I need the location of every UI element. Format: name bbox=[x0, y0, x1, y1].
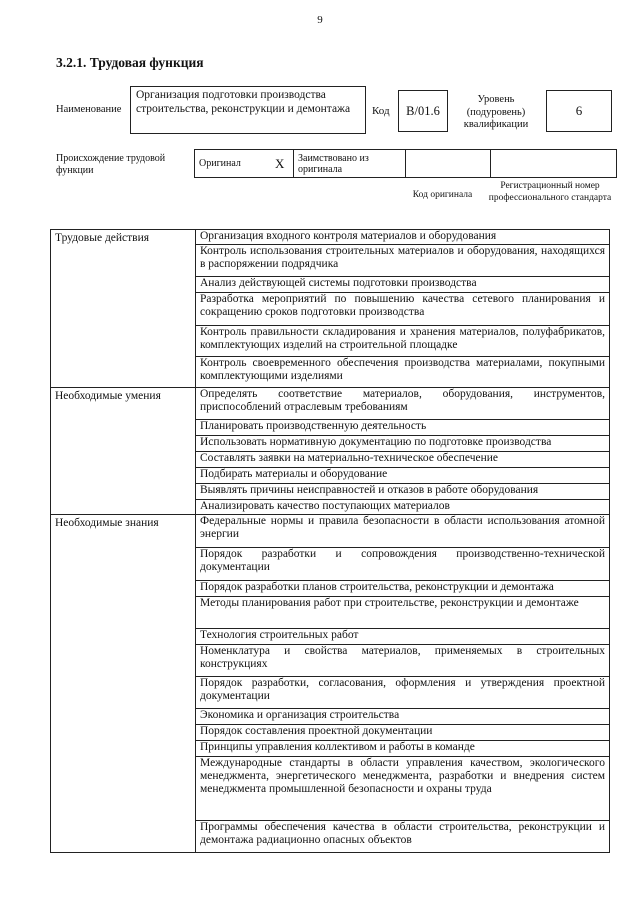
origin-label: Происхождение трудовой функции bbox=[56, 153, 166, 176]
section-item: Принципы управления коллективом и работы в команде bbox=[196, 741, 610, 757]
page-number: 9 bbox=[317, 14, 323, 26]
section-item: Порядок разработки и сопровождения производственно-технической документации bbox=[196, 548, 610, 581]
borrowed-label: Заимствовано из оригинала bbox=[294, 150, 406, 178]
section-item: Экономика и организация строительства bbox=[196, 709, 610, 725]
section-item: Программы обеспечения качества в области строительства, реконструкции и демонтажа радиационно опасных объектов bbox=[196, 821, 610, 853]
code-original-label: Код оригинала bbox=[412, 190, 473, 200]
section-item: Использовать нормативную документацию по подготовке производства bbox=[196, 436, 610, 452]
section-item: Контроль правильности складирования и хранения материалов, полуфабрикатов, комплектующих изделий на строительной площадке bbox=[196, 326, 610, 357]
section-category: Необходимые умения bbox=[51, 388, 196, 515]
section-title: 3.2.1. Трудовая функция bbox=[56, 55, 204, 70]
section-item: Анализировать качество поступающих материалов bbox=[196, 500, 610, 515]
original-label: Оригинал bbox=[195, 150, 272, 178]
table-row bbox=[51, 515, 610, 548]
section-item: Планировать производственную деятельность bbox=[196, 420, 610, 436]
section-item: Контроль своевременного обеспечения производства материалами, покупными комплектующими изделиями bbox=[196, 357, 610, 388]
section-item: Номенклатура и свойства материалов, применяемых в строительных конструкциях bbox=[196, 645, 610, 677]
section-category: Необходимые знания bbox=[51, 515, 196, 853]
level-value: 6 bbox=[546, 90, 612, 132]
reg-number-cell bbox=[491, 150, 617, 178]
original-mark: X bbox=[271, 150, 294, 178]
name-label: Наименование bbox=[56, 104, 122, 115]
section-item: Контроль использования строительных материалов и оборудования, находящихся в распоряжении подрядчика bbox=[196, 245, 610, 277]
level-label: Уровень (подуровень) квалификации bbox=[463, 94, 529, 130]
code-label: Код bbox=[372, 105, 390, 117]
section-item: Порядок разработки, согласования, оформления и утверждения проектной документации bbox=[196, 677, 610, 709]
code-original-cell bbox=[406, 150, 491, 178]
section-item: Порядок разработки планов строительства, реконструкции и демонтажа bbox=[196, 581, 610, 597]
section-category: Трудовые действия bbox=[51, 230, 196, 388]
section-item: Порядок составления проектной документации bbox=[196, 725, 610, 741]
section-item: Федеральные нормы и правила безопасности в области использования атомной энергии bbox=[196, 515, 610, 548]
section-item: Международные стандарты в области управления качеством, экологического менеджмента, энергетического менеджмента, разработки и внедрения систем менеджмента промышленной безопасности и охраны труда bbox=[196, 757, 610, 821]
section-item: Технология строительных работ bbox=[196, 629, 610, 645]
function-name-value: Организация подготовки производства строительства, реконструкции и демонтажа bbox=[130, 86, 366, 134]
section-item: Методы планирования работ при строительстве, реконструкции и демонтаже bbox=[196, 597, 610, 629]
section-item: Выявлять причины неисправностей и отказов в работе оборудования bbox=[196, 484, 610, 500]
table-row bbox=[51, 230, 610, 245]
section-item: Анализ действующей системы подготовки производства bbox=[196, 277, 610, 293]
section-item: Подбирать материалы и оборудование bbox=[196, 468, 610, 484]
origin-table bbox=[194, 149, 617, 178]
section-item: Разработка мероприятий по повышению качества сетевого планирования и сокращению сроков подготовки производства bbox=[196, 293, 610, 326]
section-item: Организация входного контроля материалов и оборудования bbox=[196, 230, 610, 245]
section-item: Составлять заявки на материально-техническое обеспечение bbox=[196, 452, 610, 468]
section-item: Определять соответствие материалов, оборудования, инструментов, приспособлений отраслевым требованиям bbox=[196, 388, 610, 420]
code-value: B/01.6 bbox=[398, 90, 448, 132]
reg-number-label: Регистрационный номер профессионального стандарта bbox=[488, 181, 612, 203]
table-row bbox=[51, 388, 610, 420]
function-details-table bbox=[50, 229, 610, 853]
